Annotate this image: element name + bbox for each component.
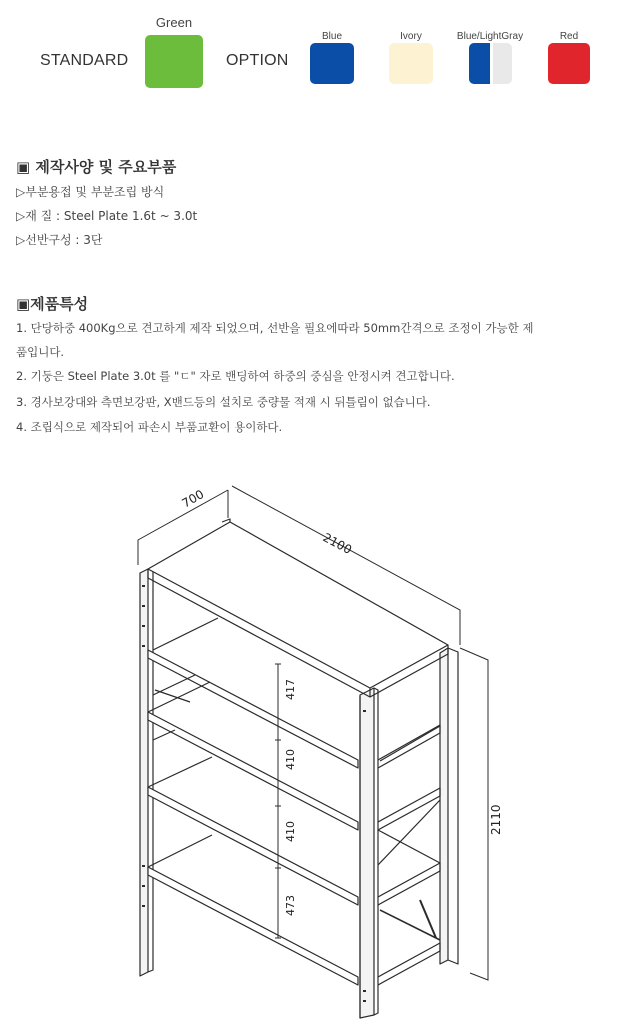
green-swatch[interactable] bbox=[145, 35, 203, 88]
feature-line: 1. 단당하중 400Kg으로 견고하게 제작 되었으며, 선반을 필요에따라 50mm간격으로 조정이 가능한 제 bbox=[16, 321, 534, 335]
feature-line: 2. 기둥은 Steel Plate 3.0t 를 "ㄷ" 자로 밴딩하여 하중의 중심을 안정시켜 견고합니다. bbox=[16, 369, 455, 383]
depth-dimension: 700 bbox=[179, 487, 207, 511]
feature-line: 4. 조립식으로 제작되어 파손시 부품교환이 용이하다. bbox=[16, 420, 283, 434]
features-title: ▣제품특성 bbox=[16, 295, 89, 313]
blue-swatch[interactable] bbox=[310, 43, 354, 84]
specs-title: ▣ 제작사양 및 주요부품 bbox=[16, 158, 177, 176]
shelf-drawing bbox=[0, 470, 640, 1030]
ivory-swatch[interactable] bbox=[389, 43, 433, 84]
option-red-name: Red bbox=[559, 31, 579, 42]
spec-item: ▷부분용접 및 부분조립 방식 bbox=[16, 185, 165, 199]
option-blue-name: Blue bbox=[321, 31, 342, 42]
height-dimension: 2110 bbox=[489, 804, 503, 835]
red-swatch[interactable] bbox=[548, 43, 590, 84]
standard-color-name: Green bbox=[155, 15, 193, 30]
option-ivory-name: Ivory bbox=[400, 31, 422, 42]
gap-dimension: 473 bbox=[284, 895, 297, 916]
option-label: OPTION bbox=[226, 52, 289, 69]
feature-line: 품입니다. bbox=[16, 345, 65, 359]
blue-lightgray-swatch[interactable] bbox=[469, 43, 512, 84]
spec-item: ▷재 질 : Steel Plate 1.6t ~ 3.0t bbox=[16, 209, 198, 223]
spec-item: ▷선반구성 : 3단 bbox=[16, 233, 103, 247]
gap-dimension: 410 bbox=[284, 749, 297, 770]
option-bluegray-name: Blue/LightGray bbox=[456, 31, 524, 42]
standard-label: STANDARD bbox=[40, 52, 129, 69]
gap-dimension: 410 bbox=[284, 821, 297, 842]
feature-line: 3. 경사보강대와 측면보강판, X밴드등의 설치로 중량물 적재 시 뒤틀림이 없습니다. bbox=[16, 395, 431, 409]
width-dimension: 2100 bbox=[320, 530, 355, 557]
gap-dimension: 417 bbox=[284, 679, 297, 700]
